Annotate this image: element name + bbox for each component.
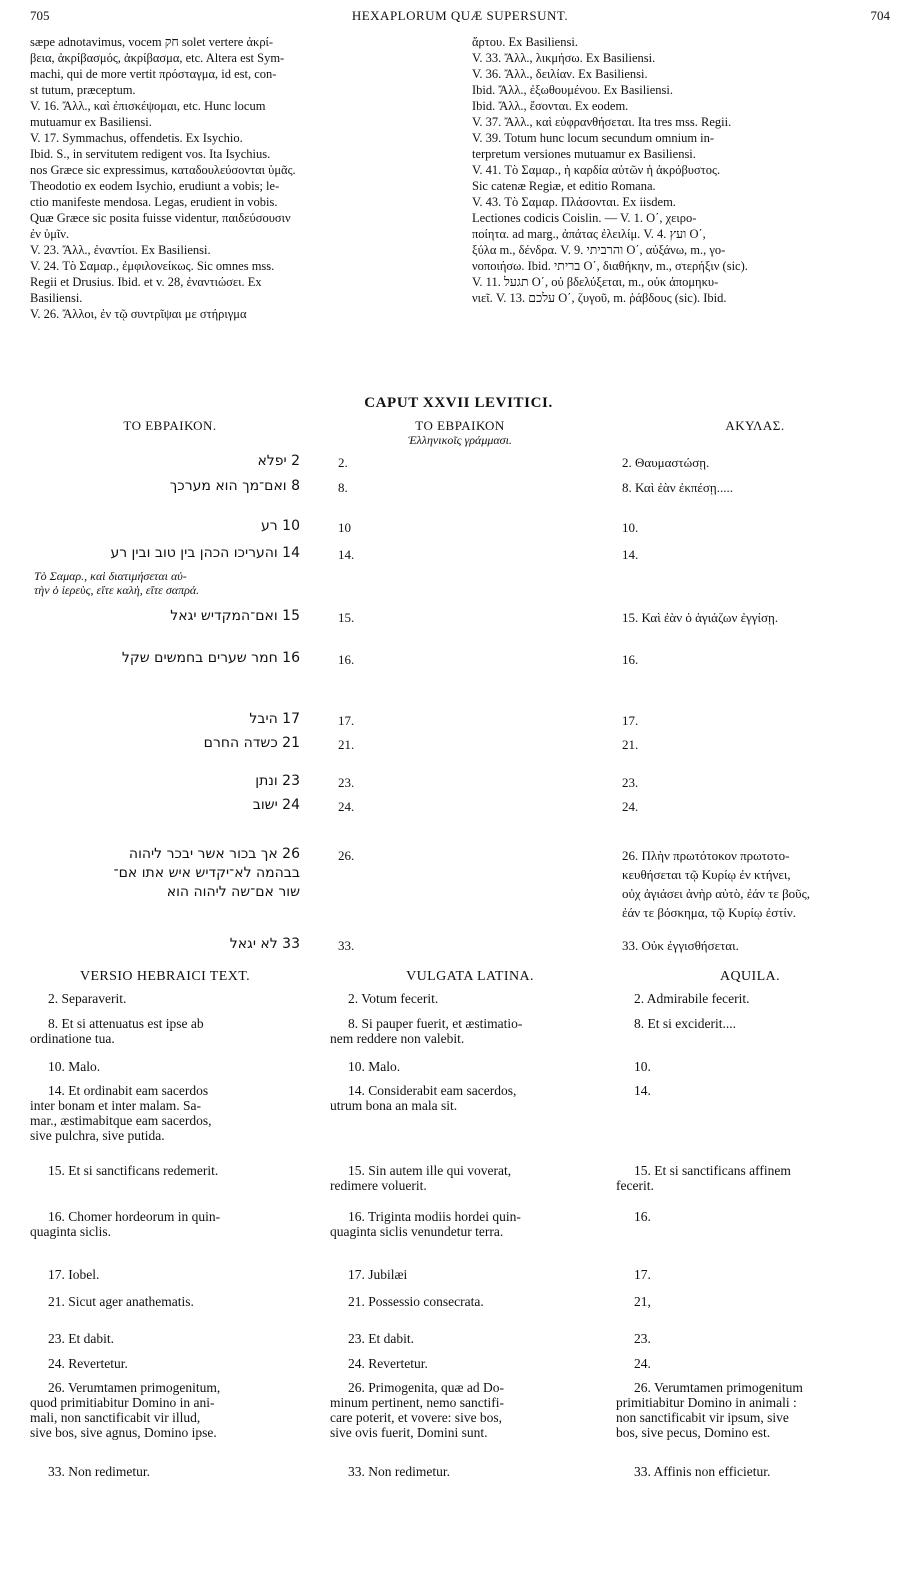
page-number-right: 704 bbox=[870, 8, 890, 23]
text-line: 15. Et si sanctificans affinem bbox=[634, 1163, 791, 1178]
samaritan-note bbox=[34, 569, 304, 597]
note-line: ποίητα. ad marg., ἀπάτας ἐλειλίμ. V. 4. ועץ Ο΄, bbox=[472, 227, 706, 241]
hebrew-cell: בבהמה לא־יקדיש איש אתו אם־ bbox=[113, 865, 300, 881]
header-vulgata: VULGATA LATINA. bbox=[406, 969, 534, 984]
note-line: V. 11. תגעל Ο΄, οὐ βδελύξεται, m., οὐκ ἀπομηκυ- bbox=[472, 275, 719, 289]
running-header bbox=[30, 8, 890, 28]
vulgata-cell bbox=[330, 1294, 602, 1309]
vulgata-cell bbox=[330, 1464, 602, 1479]
transliteration-cell: 23. bbox=[338, 775, 355, 790]
aquila-latin-cell bbox=[616, 1380, 888, 1440]
aquila-greek-cell: κευθήσεται τῷ Κυρίῳ ἐν κτήνει, bbox=[622, 867, 791, 882]
note-line: nos Græce sic expressimus, καταδουλεύσονται ὑμᾶς. bbox=[30, 163, 296, 177]
aquila-greek-cell: 14. bbox=[622, 547, 639, 562]
text-line: 8. Et si attenuatus est ipse ab bbox=[48, 1016, 204, 1031]
note-line: sæpe adnotavimus, vocem חק solet vertere ἀκρί- bbox=[30, 35, 274, 49]
hebrew-cell: 17 היבל bbox=[249, 711, 300, 727]
note-line: Regii et Drusius. Ibid. et v. 28, ἐναντιώσει. Ex bbox=[30, 275, 262, 289]
hebrew-cell: 10 רע bbox=[261, 518, 300, 534]
note-line: terpretum versiones mutuamur ex Basiliensi. bbox=[472, 147, 696, 161]
text-line: 15. Sin autem ille qui voverat, bbox=[348, 1163, 512, 1178]
versio-cell bbox=[30, 1163, 302, 1178]
notes-left-column bbox=[30, 34, 450, 322]
text-line: 10. Malo. bbox=[48, 1059, 101, 1074]
text-line: 2. Votum fecerit. bbox=[348, 991, 439, 1006]
text-line: 24. bbox=[634, 1356, 651, 1371]
aquila-latin-cell bbox=[616, 1356, 888, 1371]
note-line: V. 43. Τὸ Σαμαρ. Πλάσονται. Ex iisdem. bbox=[472, 195, 676, 209]
text-line: 16. bbox=[634, 1209, 651, 1224]
text-line: 16. Triginta modiis hordei quin- bbox=[348, 1209, 521, 1224]
text-line: 14. Et ordinabit eam sacerdos bbox=[48, 1083, 209, 1098]
versio-cell bbox=[30, 1083, 302, 1143]
chapter-heading: CAPUT XXVII LEVITICI. bbox=[364, 395, 553, 411]
note-line: V. 23. Ἄλλ., ἐναντίοι. Ex Basiliensi. bbox=[30, 243, 211, 257]
aquila-latin-cell bbox=[616, 1083, 888, 1098]
text-line: minum pertinent, nemo sanctifi- bbox=[330, 1395, 504, 1410]
aquila-greek-cell: 21. bbox=[622, 737, 639, 752]
header-hebrew: ΤΟ ΕΒΡΑΙΚΟΝ. bbox=[123, 418, 217, 433]
transliteration-cell: 17. bbox=[338, 713, 355, 728]
text-line: quaginta siclis. bbox=[30, 1224, 111, 1239]
text-line: utrum bona an mala sit. bbox=[330, 1098, 458, 1113]
aquila-greek-cell: οὐχ ἁγιάσει ἀνὴρ αὐτὸ, ἐάν τε βοῦς, bbox=[622, 886, 811, 901]
aquila-greek-cell: 24. bbox=[622, 799, 639, 814]
transliteration-cell: 15. bbox=[338, 610, 355, 625]
versio-cell bbox=[30, 1267, 302, 1282]
samaritan-note-line: Τὸ Σαμαρ., καὶ διατιμήσεται αὐ- bbox=[34, 569, 187, 583]
text-line: inter bonam et inter malam. Sa- bbox=[30, 1098, 201, 1113]
vulgata-cell bbox=[330, 1380, 602, 1440]
versio-cell bbox=[30, 1380, 302, 1440]
vulgata-cell bbox=[330, 1083, 602, 1113]
versio-cell bbox=[30, 1331, 302, 1346]
aquila-latin-cell bbox=[616, 1267, 888, 1282]
note-line: ἄρτου. Ex Basiliensi. bbox=[472, 35, 578, 49]
text-line: 26. Verumtamen primogenitum, bbox=[48, 1380, 221, 1395]
transliteration-cell: 14. bbox=[338, 547, 355, 562]
text-line: primitiabitur Domino in animali : bbox=[616, 1395, 797, 1410]
text-line: 14. Considerabit eam sacerdos, bbox=[348, 1083, 517, 1098]
vulgata-cell bbox=[330, 991, 602, 1006]
note-line: ἐν ὑμῖν. bbox=[30, 227, 70, 241]
header-hebrew-greek-letters: ΤΟ ΕΒΡΑΙΚΟΝ bbox=[415, 418, 505, 433]
aquila-greek-cell: 23. bbox=[622, 775, 639, 790]
aquila-greek-cell: 8. Καὶ ἐὰν ἐκπέσῃ..... bbox=[622, 480, 733, 495]
aquila-latin-cell bbox=[616, 1016, 888, 1031]
aquila-latin-cell bbox=[616, 1331, 888, 1346]
aquila-greek-cell: ἐάν τε βόσκημα, τῷ Κυρίῳ ἐστίν. bbox=[622, 905, 797, 920]
aquila-greek-cell: 2. Θαυμαστώσῃ. bbox=[622, 455, 710, 470]
hebrew-cell: שור אם־שה ליהוה הוא bbox=[166, 884, 300, 900]
text-line: 17. bbox=[634, 1267, 651, 1282]
text-line: 14. bbox=[634, 1083, 651, 1098]
hebrew-cell: 16 חמר שערים בחמשים שקל bbox=[121, 650, 300, 666]
page-number-left: 705 bbox=[30, 8, 50, 23]
text-line: 2. Admirabile fecerit. bbox=[634, 991, 750, 1006]
note-line: V. 24. Τὸ Σαμαρ., ἐμφιλονείκως. Sic omnes mss. bbox=[30, 259, 275, 273]
text-line: 26. Verumtamen primogenitum bbox=[634, 1380, 803, 1395]
text-line: 10. bbox=[634, 1059, 651, 1074]
text-line: ordinatione tua. bbox=[30, 1031, 115, 1046]
aquila-latin-cell bbox=[616, 1464, 888, 1479]
note-line: mutuamur ex Basiliensi. bbox=[30, 115, 152, 129]
note-line: ξύλα m., δένδρα. V. 9. והרביתי Ο΄, αὐξάνω, m., γο- bbox=[472, 243, 726, 257]
vulgata-cell bbox=[330, 1331, 602, 1346]
note-line: Ibid. Ἄλλ., ἐξωθουμένου. Ex Basiliensi. bbox=[472, 83, 673, 97]
text-line: 2. Separaverit. bbox=[48, 991, 127, 1006]
versio-cell bbox=[30, 991, 302, 1006]
text-line: 8. Et si exciderit.... bbox=[634, 1016, 736, 1031]
versio-cell bbox=[30, 1016, 302, 1046]
transliteration-cell: 33. bbox=[338, 938, 355, 953]
transliteration-cell: 24. bbox=[338, 799, 355, 814]
note-line: βεια, ἀκρίβασμός, ἀκρίβασμα, etc. Altera est Sym- bbox=[30, 51, 285, 65]
text-line: sive ovis fuerit, Domini sunt. bbox=[330, 1425, 488, 1440]
text-line: 17. Jubilæi bbox=[348, 1267, 408, 1282]
text-line: care poterit, et vovere: sive bos, bbox=[330, 1410, 503, 1425]
note-line: Ibid. S., in servitutem redigent vos. Ita Isychius. bbox=[30, 147, 271, 161]
vulgata-cell bbox=[330, 1356, 602, 1371]
hebrew-cell: 24 ישוב bbox=[252, 797, 300, 813]
samaritan-note-line: τὴν ὁ ἱερεὺς, εἴτε καλὴ, εἴτε σαπρά. bbox=[34, 583, 200, 597]
note-line: νοποιήσω. Ibid. בריתי Ο΄, διαθήκην, m., στερήξιν (sic). bbox=[472, 259, 748, 273]
text-line: 16. Chomer hordeorum in quin- bbox=[48, 1209, 221, 1224]
note-line: Quæ Græce sic posita fuisse videntur, παιδεύσουσιν bbox=[30, 211, 291, 225]
text-line: quod primitiabitur Domino in ani- bbox=[30, 1395, 215, 1410]
header-hebrew-greek-letters-sub: Ἑλληνικοῖς γράμμασι. bbox=[408, 433, 512, 447]
text-line: fecerit. bbox=[616, 1178, 654, 1193]
vulgata-cell bbox=[330, 1267, 602, 1282]
text-line: 33. Non redimetur. bbox=[348, 1464, 450, 1479]
text-line: mali, non sanctificabit vir illud, bbox=[30, 1410, 201, 1425]
aquila-greek-cell: 15. Καὶ ἐὰν ὁ ἁγιάζων ἐγγίσῃ. bbox=[622, 610, 779, 625]
hebrew-cell: 21 כשדה החרם bbox=[203, 735, 300, 751]
header-versio-hebraici: VERSIO HEBRAICI TEXT. bbox=[79, 969, 251, 984]
vulgata-cell bbox=[330, 1059, 602, 1074]
note-line: V. 17. Symmachus, offendetis. Ex Isychio. bbox=[30, 131, 243, 145]
note-line: Basiliensi. bbox=[30, 291, 83, 305]
text-line: 15. Et si sanctificans redemerit. bbox=[48, 1163, 219, 1178]
text-line: bos, sive pecus, Domino est. bbox=[616, 1425, 771, 1440]
hebrew-cell: 14 והעריכו הכהן בין טוב ובין רע bbox=[110, 545, 300, 561]
notes-right-column bbox=[472, 34, 892, 306]
text-line: 23. bbox=[634, 1331, 651, 1346]
text-line: sive pulchra, sive putida. bbox=[30, 1128, 165, 1143]
aquila-greek-cell: 16. bbox=[622, 652, 639, 667]
note-line: V. 41. Τὸ Σαμαρ., ἡ καρδία αὐτῶν ἡ ἀκρόβυστος. bbox=[472, 163, 721, 177]
header-aquila-latin: AQUILA. bbox=[720, 969, 780, 984]
hebrew-cell: 26 אך בכור אשר יבכר ליהוה bbox=[128, 846, 300, 862]
text-line: 26. Primogenita, quæ ad Do- bbox=[348, 1380, 504, 1395]
text-line: 24. Revertetur. bbox=[48, 1356, 128, 1371]
aquila-latin-cell bbox=[616, 991, 888, 1006]
note-line: Sic catenæ Regiæ, et editio Romana. bbox=[472, 179, 656, 193]
transliteration-cell: 10 bbox=[338, 520, 351, 535]
aquila-greek-cell: 33. Οὐκ ἐγγισθήσεται. bbox=[622, 938, 739, 953]
text-line: 23. Et dabit. bbox=[48, 1331, 114, 1346]
vulgata-cell bbox=[330, 1209, 602, 1239]
text-line: 21. Possessio consecrata. bbox=[348, 1294, 484, 1309]
versio-cell bbox=[30, 1356, 302, 1371]
text-line: 8. Si pauper fuerit, et æstimatio- bbox=[348, 1016, 523, 1031]
note-line: V. 37. Ἄλλ., καὶ εὐφρανθήσεται. Ita tres mss. Regii. bbox=[472, 115, 732, 129]
hebrew-cell: 15 ואם־המקדיש יגאל bbox=[170, 608, 300, 624]
aquila-latin-cell bbox=[616, 1294, 888, 1309]
aquila-latin-cell bbox=[616, 1163, 888, 1193]
hebrew-cell: 23 ונתן bbox=[255, 773, 300, 789]
hebrew-cell: 8 ואם־מך הוא מערכך bbox=[169, 478, 300, 494]
text-line: 33. Non redimetur. bbox=[48, 1464, 150, 1479]
aquila-greek-cell: 26. Πλὴν πρωτότοκον πρωτοτο- bbox=[622, 848, 790, 863]
note-line: Lectiones codicis Coislin. — V. 1. Ο΄, χειρο- bbox=[472, 211, 697, 225]
transliteration-cell: 16. bbox=[338, 652, 355, 667]
note-line: V. 36. Ἄλλ., δειλίαν. Ex Basiliensi. bbox=[472, 67, 648, 81]
note-line: Ibid. Ἄλλ., ἔσονται. Ex eodem. bbox=[472, 99, 629, 113]
transliteration-cell: 2. bbox=[338, 455, 348, 470]
note-line: V. 33. Ἄλλ., λικμήσω. Ex Basiliensi. bbox=[472, 51, 656, 65]
aquila-latin-cell bbox=[616, 1209, 888, 1224]
text-line: 21. Sicut ager anathematis. bbox=[48, 1294, 194, 1309]
note-line: ctio manifeste mendosa. Legas, erudient in vobis. bbox=[30, 195, 278, 209]
versio-cell bbox=[30, 1294, 302, 1309]
text-line: 10. Malo. bbox=[348, 1059, 401, 1074]
text-line: 33. Affinis non efficietur. bbox=[634, 1464, 771, 1479]
transliteration-cell: 8. bbox=[338, 480, 348, 495]
vulgata-cell bbox=[330, 1163, 602, 1193]
text-line: redimere voluerit. bbox=[330, 1178, 427, 1193]
note-line: V. 39. Totum hunc locum secundum omnium in- bbox=[472, 131, 715, 145]
transliteration-cell: 26. bbox=[338, 848, 355, 863]
note-line: Theodotio ex eodem Isychio, erudiunt a vobis; le- bbox=[30, 179, 280, 193]
text-line: nem reddere non valebit. bbox=[330, 1031, 465, 1046]
aquila-latin-cell bbox=[616, 1059, 888, 1074]
text-line: non sanctificabit vir ipsum, sive bbox=[616, 1410, 789, 1425]
running-title: HEXAPLORUM QUÆ SUPERSUNT. bbox=[351, 8, 569, 23]
vulgata-cell bbox=[330, 1016, 602, 1046]
note-line: V. 26. Ἄλλοι, ἐν τῷ συντρῖψαι με στήριγμα bbox=[30, 307, 247, 321]
text-line: 23. Et dabit. bbox=[348, 1331, 414, 1346]
note-line: st tutum, præceptum. bbox=[30, 83, 136, 97]
text-line: 21, bbox=[634, 1294, 651, 1309]
aquila-greek-cell: 17. bbox=[622, 713, 639, 728]
hebrew-cell: 2 יפלא bbox=[257, 453, 300, 469]
versio-cell bbox=[30, 1209, 302, 1239]
note-line: νιεῖ. V. 13. עלכם Ο΄, ζυγοῦ, m. ῥάβδους (sic). Ibid. bbox=[472, 291, 727, 305]
text-line: mar., æstimabitque eam sacerdos, bbox=[30, 1113, 212, 1128]
aquila-greek-cell: 10. bbox=[622, 520, 639, 535]
text-line: 17. Iobel. bbox=[48, 1267, 100, 1282]
header-aquila-greek: ΑΚΥΛΑΣ. bbox=[725, 418, 785, 433]
versio-cell bbox=[30, 1464, 302, 1479]
note-line: machi, qui de more vertit πρόσταγμα, id est, con- bbox=[30, 67, 277, 81]
note-line: V. 16. Ἄλλ., καὶ ἐπισκέψομαι, etc. Hunc locum bbox=[30, 99, 266, 113]
hebrew-cell: 33 לא יגאל bbox=[229, 936, 300, 952]
text-line: sive bos, sive agnus, Domino ipse. bbox=[30, 1425, 217, 1440]
versio-cell bbox=[30, 1059, 302, 1074]
text-line: 24. Revertetur. bbox=[348, 1356, 428, 1371]
transliteration-cell: 21. bbox=[338, 737, 355, 752]
text-line: quaginta siclis venundetur terra. bbox=[330, 1224, 504, 1239]
